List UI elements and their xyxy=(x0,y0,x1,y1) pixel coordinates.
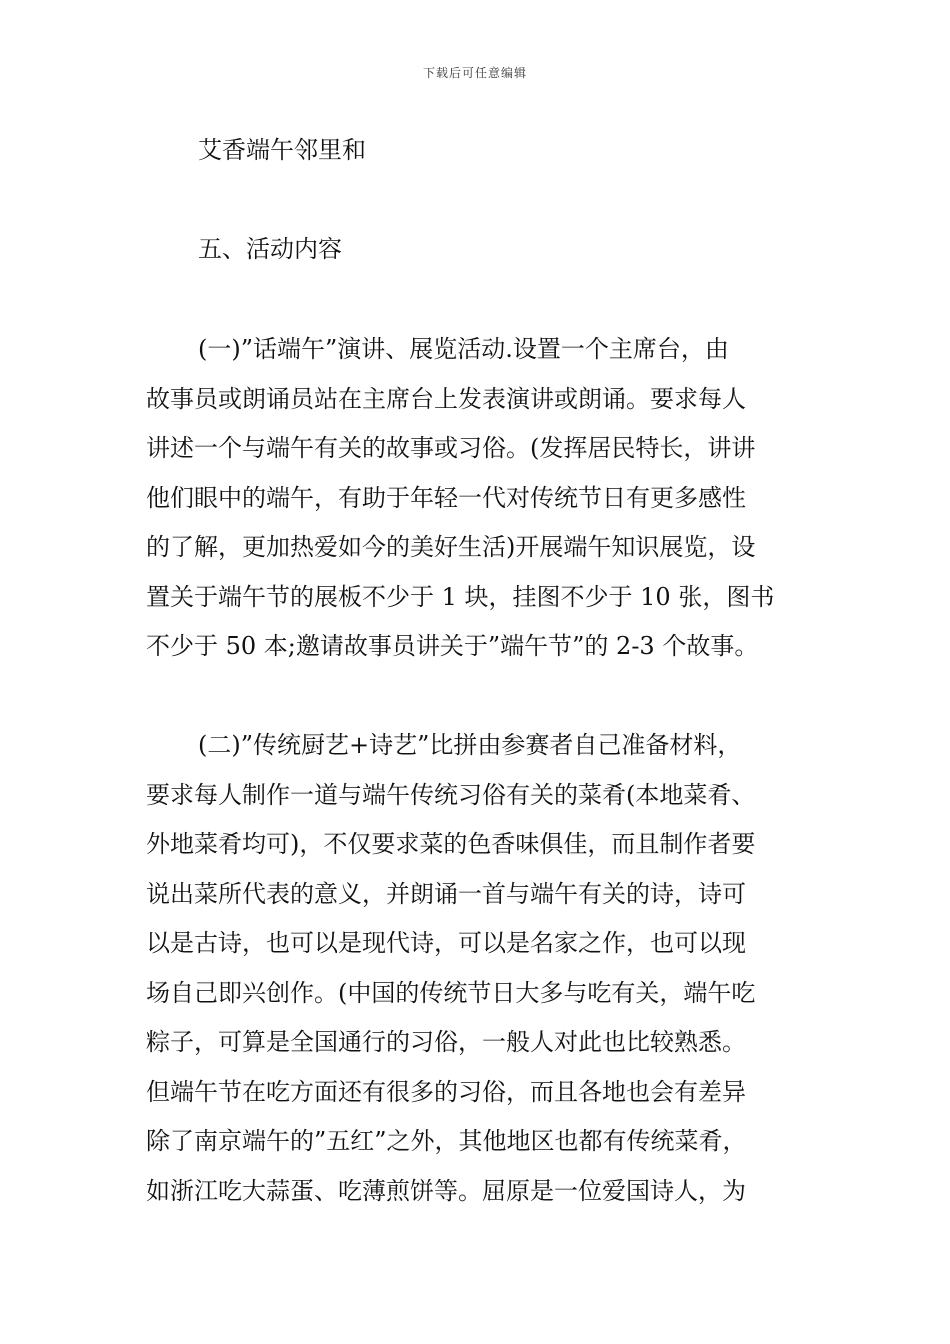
page-header: 下载后可任意编辑 xyxy=(422,66,527,80)
text-line: 要求每人制作一道与端午传统习俗有关的菜肴(本地菜肴、 xyxy=(146,780,756,809)
text-line: 外地菜肴均可)，不仅要求菜的色香味俱佳，而且制作者要 xyxy=(146,830,756,858)
activity-two-paragraph xyxy=(146,721,836,1216)
text-line: 五、活动内容 xyxy=(198,235,342,263)
text-line: 置关于端午节的展板不少于 1 块，挂图不少于 10 张，图书 xyxy=(146,582,775,611)
text-line: (二)”传统厨艺+诗艺”比拼由参赛者自己准备材料， xyxy=(198,731,742,759)
text-line: 讲述一个与端午有关的故事或习俗。(发挥居民特长，讲讲 xyxy=(146,434,756,462)
text-line: 场自己即兴创作。(中国的传统节日大多与吃有关，端午吃 xyxy=(146,978,756,1007)
text-line: 他们眼中的端午，有助于年轻一代对传统节日有更多感性 xyxy=(146,483,746,512)
text-line: 粽子，可算是全国通行的习俗，一般人对此也比较熟悉。 xyxy=(146,1028,746,1056)
text-line: 艾香端午邻里和 xyxy=(198,136,366,164)
text-line: (一)”话端午”演讲、展览活动.设置一个主席台，由 xyxy=(198,335,729,363)
text-line: 故事员或朗诵员站在主席台上发表演讲或朗诵。要求每人 xyxy=(146,384,746,413)
title-paragraph xyxy=(146,126,836,176)
text-line: 不少于 50 本;邀请故事员讲关于”端午节”的 2-3 个故事。 xyxy=(146,632,759,660)
section-heading xyxy=(146,225,836,275)
text-line: 除了南京端午的”五红”之外，其他地区也都有传统菜肴， xyxy=(146,1127,747,1155)
text-line: 的了解，更加热爱如今的美好生活)开展端午知识展览，设 xyxy=(146,533,756,561)
activity-one-paragraph xyxy=(146,325,836,672)
text-line: 如浙江吃大蒜蛋、吃薄煎饼等。屈原是一位爱国诗人，为 xyxy=(146,1176,746,1205)
text-line: 说出菜所代表的意义，并朗诵一首与端午有关的诗，诗可 xyxy=(146,879,746,908)
text-line: 以是古诗，也可以是现代诗，可以是名家之作，也可以现 xyxy=(146,929,746,957)
text-line: 但端午节在吃方面还有很多的习俗，而且各地也会有差异 xyxy=(146,1077,746,1106)
